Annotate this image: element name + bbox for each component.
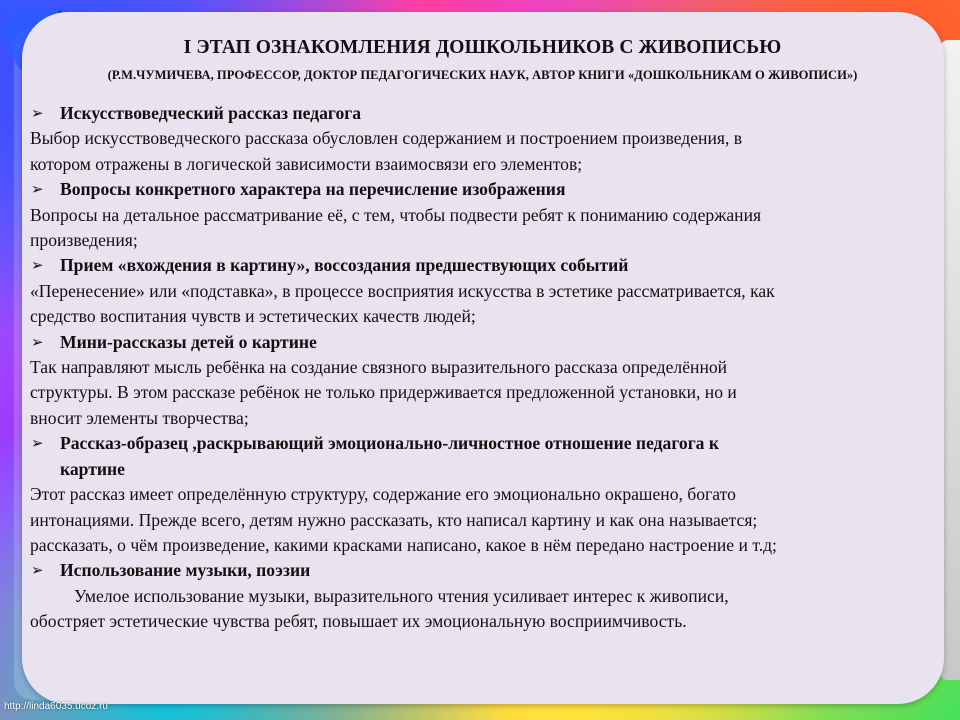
section-text-line: Этот рассказ имеет определённую структуру, содержание его эмоционально окрашено, богато (30, 484, 736, 505)
section-text-line: Умелое использование музыки, выразительного чтения усиливает интерес к живописи, (74, 585, 729, 606)
section-heading (30, 253, 935, 278)
arrow-bullet-icon: ➢ (31, 434, 44, 453)
section-text-line: Выбор искусствоведческого рассказа обусловлен содержанием и построением произведения, в (30, 128, 743, 149)
section-heading-continuation (30, 457, 935, 482)
slide-content (30, 36, 935, 635)
section-heading (30, 330, 935, 355)
section-heading (30, 177, 935, 202)
section-heading (30, 431, 935, 456)
section-heading-text: Использование музыки, поэзии (60, 560, 311, 581)
section-text-line: Так направляют мысль ребёнка на создание связного выразительного рассказа определённой (30, 357, 728, 378)
section-heading-text: картине (60, 458, 125, 479)
section-heading-text: Мини-рассказы детей о картине (60, 331, 317, 352)
slide-subtitle: (Р.М.ЧУМИЧЕВА, ПРОФЕССОР, ДОКТОР ПЕДАГОГИЧЕСКИХ НАУК, АВТОР КНИГИ «ДОШКОЛЬНИКАМ О ЖИВОПИСИ») (107, 68, 858, 82)
section-text-line: Вопросы на детальное рассматривание её, с тем, чтобы подвести ребят к пониманию содержания (30, 204, 762, 225)
section-heading-text: Рассказ-образец ,раскрывающий эмоционально-личностное отношение педагога к (60, 433, 720, 454)
section-heading (30, 101, 935, 126)
section-text-line: структуры. В этом рассказе ребёнок не только придерживается предложенной установки, но и (30, 382, 737, 403)
arrow-bullet-icon: ➢ (31, 180, 44, 199)
section-heading-text: Вопросы конкретного характера на перечисление изображения (60, 179, 566, 200)
section-text-line: средство воспитания чувств и эстетических качеств людей; (30, 306, 476, 327)
section-text-line: произведения; (30, 230, 138, 251)
arrow-bullet-icon: ➢ (31, 332, 44, 351)
section-heading-text: Искусствоведческий рассказ педагога (60, 103, 362, 123)
section-text-line: котором отражены в логической зависимости взаимосвязи его элементов; (30, 153, 583, 174)
arrow-bullet-icon: ➢ (31, 104, 44, 122)
section-text-line: рассказать, о чём произведение, какими красками написано, какое в нём передано настроение и т.д; (30, 534, 777, 555)
source-url[interactable]: http://linda6035.ucoz.ru (4, 701, 108, 712)
section-text-line: интонациями. Прежде всего, детям нужно рассказать, кто написал картину и как она называется; (30, 509, 758, 530)
arrow-bullet-icon: ➢ (31, 256, 44, 275)
section-heading-text: Прием «вхождения в картину», воссоздания предшествующих событий (60, 255, 629, 276)
section-text-line: обостряет эстетические чувства ребят, повышает их эмоциональную восприимчивость. (30, 611, 687, 632)
section-heading (30, 558, 935, 583)
slide-title: I ЭТАП ОЗНАКОМЛЕНИЯ ДОШКОЛЬНИКОВ С ЖИВОПИСЬЮ (183, 37, 782, 58)
section-text-line: вносит элементы творчества; (30, 407, 249, 428)
arrow-bullet-icon: ➢ (31, 561, 44, 580)
section-text-line: «Перенесение» или «подставка», в процессе восприятия искусства в эстетике рассматривается, как (30, 280, 775, 301)
